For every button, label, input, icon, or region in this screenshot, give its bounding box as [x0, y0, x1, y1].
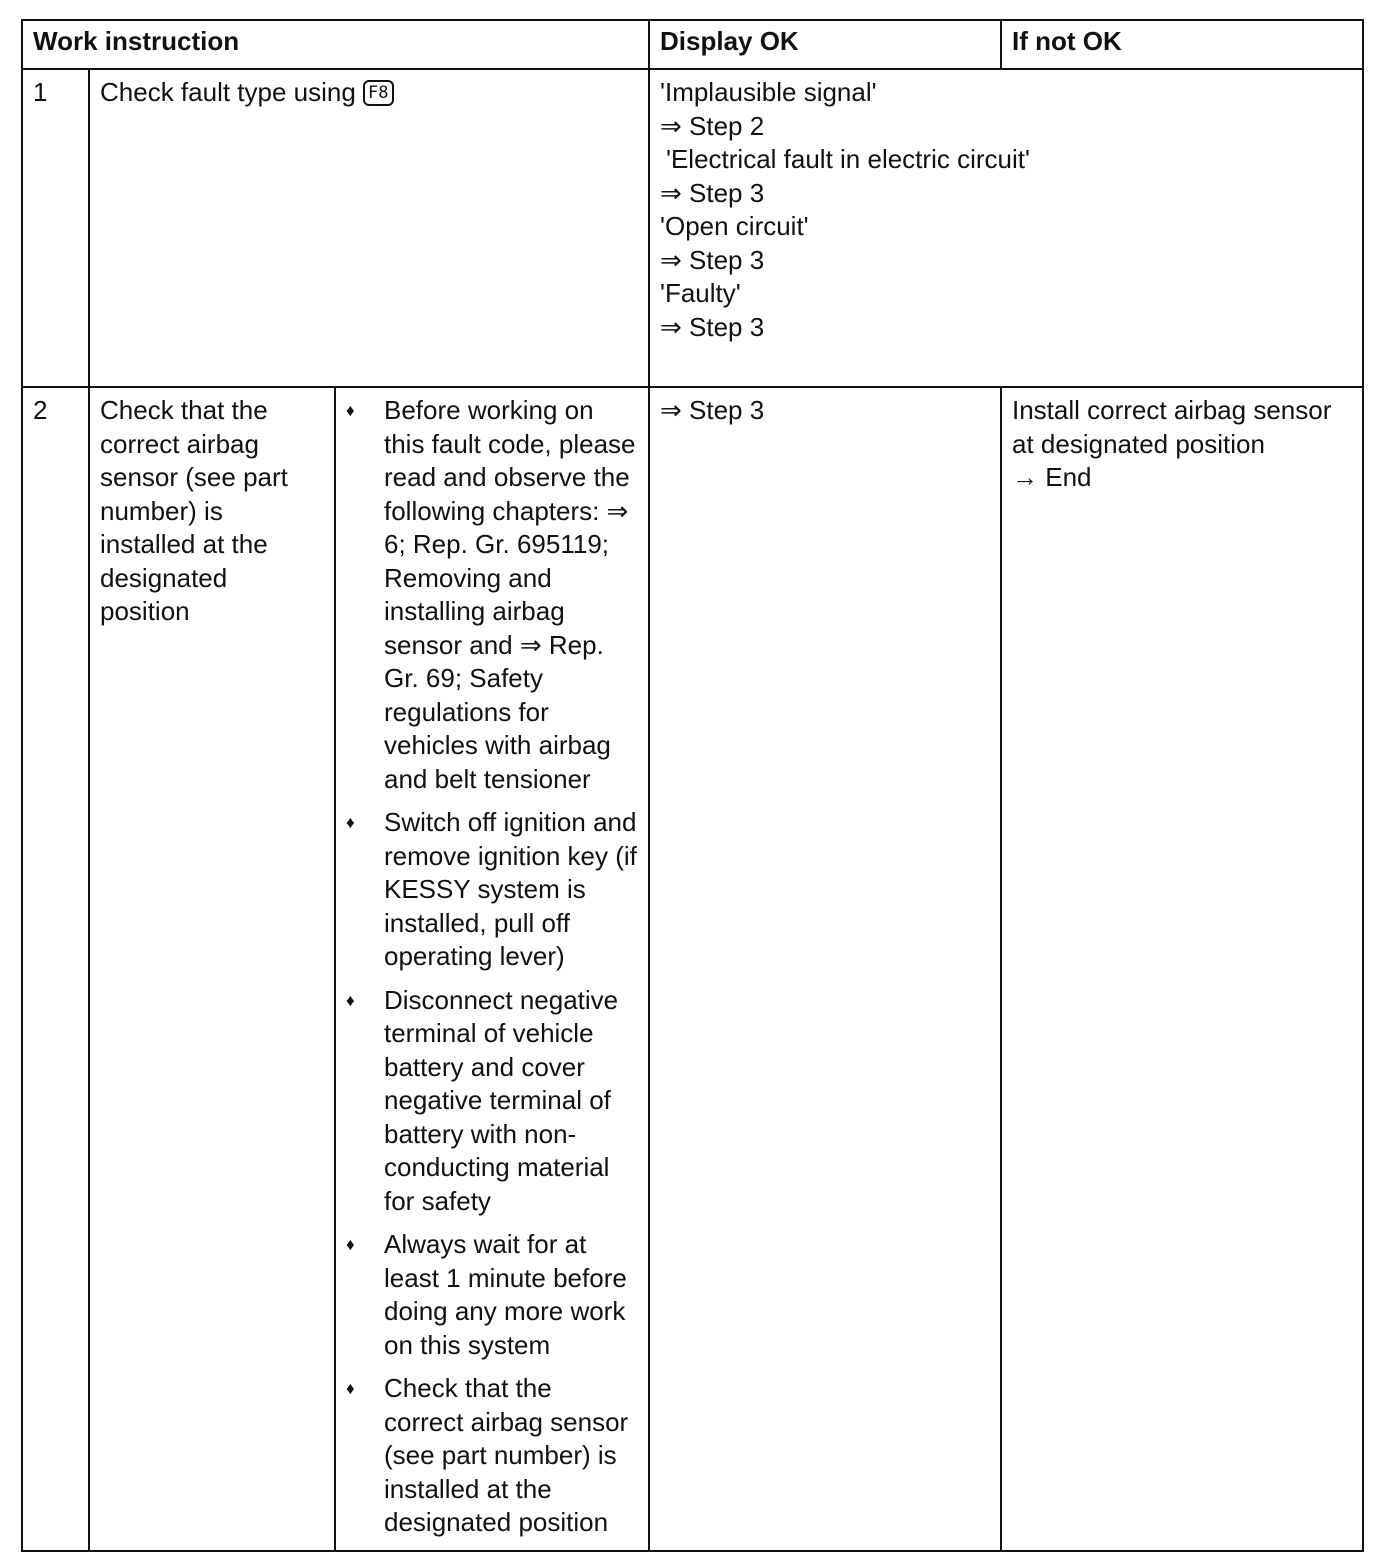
display-ok-line: ⇒ Step 3: [660, 311, 765, 342]
diamond-bullet-icon: ♦: [346, 1235, 355, 1254]
table-row: [22, 69, 1363, 387]
step-number: 1: [22, 69, 89, 387]
diamond-bullet-icon: ♦: [346, 813, 355, 832]
list-item-text: Before working on this fault code, please read and observe the following chapters: ⇒ 6; Rep. Gr. 695119; Removing and installing airbag sensor and ⇒ Rep. Gr. 69; Safety regulations for vehicles with airbag and belt tensioner: [384, 395, 636, 794]
list-item: [346, 1372, 638, 1540]
list-item: [346, 1228, 638, 1362]
display-ok-line: 'Electrical fault in electric circuit': [666, 144, 1030, 174]
diamond-bullet-icon: ♦: [346, 990, 355, 1010]
display-ok-cell: [649, 69, 1363, 387]
display-ok-line: ⇒ Step 3: [660, 177, 765, 208]
table-row: [22, 387, 1363, 1551]
display-ok-line: 'Implausible signal': [660, 77, 877, 107]
diamond-bullet-icon: ♦: [346, 401, 355, 420]
f8-key-icon: F8: [363, 80, 393, 106]
if-not-ok-cell: [1001, 387, 1363, 1551]
display-ok-line: 'Open circuit': [660, 211, 809, 241]
list-item-text: Check that the correct airbag sensor (see part number) is installed at the designated position: [384, 1373, 629, 1537]
list-item: [346, 806, 638, 974]
list-item: [346, 394, 638, 796]
header-display-ok: Display OK: [649, 20, 1001, 69]
header-row: [22, 20, 1363, 69]
work-instruction-table: [21, 19, 1364, 1552]
list-item: [346, 984, 638, 1219]
display-ok-line: ⇒ Step 3: [660, 244, 765, 275]
procedure-list: [346, 394, 638, 1540]
if-not-ok-line: → End: [1012, 462, 1092, 492]
header-if-not-ok: If not OK: [1001, 20, 1363, 69]
header-work-instruction: Work instruction: [22, 20, 649, 69]
list-item-text: Disconnect negative terminal of vehicle battery and cover negative terminal of battery with non-conducting material for safety: [384, 984, 619, 1216]
if-not-ok-line: Install correct airbag sensor at designated position: [1012, 395, 1332, 459]
list-item-text: Always wait for at least 1 minute before doing any more work on this system: [384, 1229, 627, 1360]
display-ok-cell: ⇒ Step 3: [649, 387, 1001, 1551]
procedure-cell: [335, 387, 649, 1551]
instruction-text: Check fault type using: [100, 77, 356, 107]
display-ok-line: 'Faulty': [660, 278, 741, 308]
display-ok-line: ⇒ Step 2: [660, 110, 765, 141]
diamond-bullet-icon: ♦: [346, 1379, 355, 1398]
list-item-text: Switch off ignition and remove ignition key (if KESSY system is installed, pull off operating lever): [384, 807, 637, 971]
instruction-cell: [89, 69, 649, 387]
instruction-text: Check that the correct airbag sensor (see part number) is installed at the designated position: [89, 387, 335, 1551]
step-number: 2: [22, 387, 89, 1551]
